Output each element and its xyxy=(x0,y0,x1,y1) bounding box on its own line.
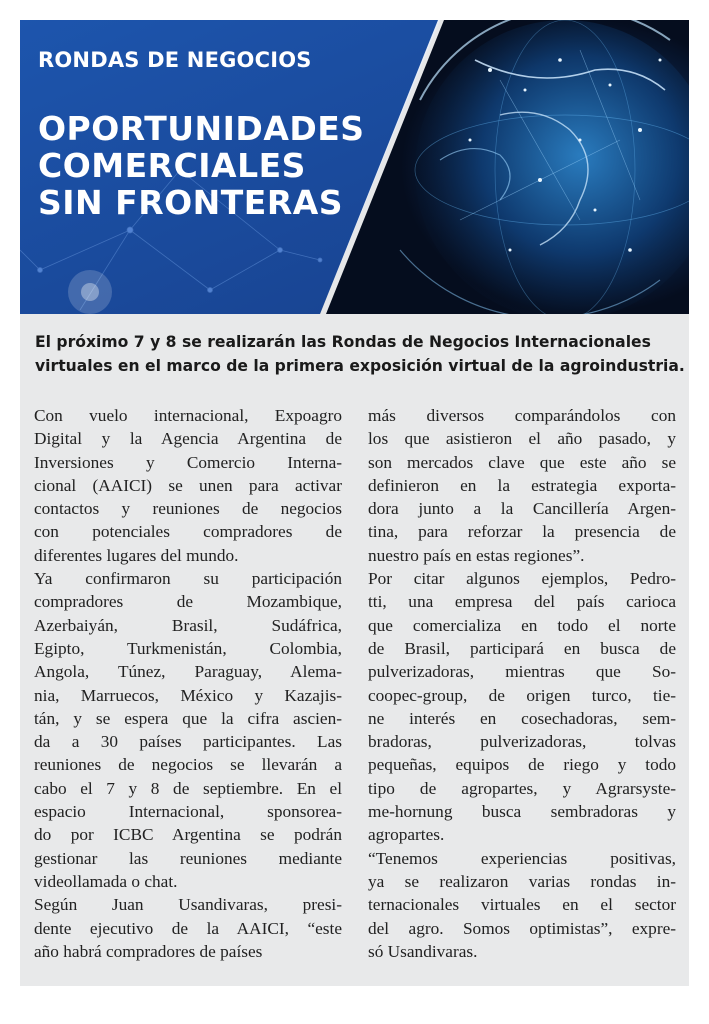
lead-line: El próximo 7 y 8 se realizarán las Rondas de Negocios Internacionales xyxy=(35,333,651,351)
body-text-line: só Usandivaras. xyxy=(368,941,478,961)
body-text-line: Según Juan Usandivaras, presi- xyxy=(34,895,342,915)
body-text-line: tipo de agropartes, y Agrarsyste- xyxy=(368,778,676,798)
body-text-line: tti, una empresa del país carioca xyxy=(368,592,676,612)
right-column-text xyxy=(368,404,676,963)
body-text-line: Angola, Túnez, Paraguay, Alema- xyxy=(34,662,342,682)
body-text-line: definieron en la estrategia exporta- xyxy=(368,475,676,495)
body-text-line: compradores de Mozambique, xyxy=(34,592,342,612)
body-text-line: Inversiones y Comercio Interna- xyxy=(34,452,342,472)
body-text-line: da a 30 países participantes. Las xyxy=(34,732,342,752)
section-kicker: RONDAS DE NEGOCIOS xyxy=(38,48,312,72)
body-text-line: más diversos comparándolos con xyxy=(368,406,676,425)
body-text-line: los que asistieron el año pasado, y xyxy=(368,429,676,449)
body-text-line: cabo el 7 y 8 de septiembre. En el xyxy=(34,778,342,798)
body-text-line: ya se realizaron varias rondas in- xyxy=(368,871,676,891)
body-text-line: Azerbaiyán, Brasil, Sudáfrica, xyxy=(34,615,342,635)
body-text-line: videollamada o chat. xyxy=(34,871,178,891)
lead-paragraph xyxy=(35,330,685,378)
body-text-line: Ya confirmaron su participación xyxy=(34,569,342,589)
headline xyxy=(38,110,365,221)
body-text-line: “Tenemos experiencias positivas, xyxy=(368,848,676,868)
body-text-line: tina, para reforzar la presencia de xyxy=(368,522,676,542)
article-page xyxy=(20,20,689,986)
body-text-line: ne interés en cosechadoras, sem- xyxy=(368,708,676,728)
body-text-line: son mercados clave que este año se xyxy=(368,452,676,472)
body-text-line: reuniones de negocios se llevarán a xyxy=(34,755,342,775)
body-text-line: de Brasil, participará en busca de xyxy=(368,638,676,658)
body-text-line: nia, Marruecos, México y Kazajis- xyxy=(34,685,342,705)
body-text-line: Por citar algunos ejemplos, Pedro- xyxy=(368,569,676,589)
body-text-line: bradoras, pulverizadoras, tolvas xyxy=(368,732,676,752)
body-text-line: Digital y la Agencia Argentina de xyxy=(34,429,342,449)
headline-line: OPORTUNIDADES xyxy=(38,109,365,148)
headline-line: SIN FRONTERAS xyxy=(38,183,344,222)
body-text-line: gestionar las reuniones mediante xyxy=(34,848,342,868)
body-text-line: diferentes lugares del mundo. xyxy=(34,545,239,565)
body-text-line: coopec-group, de origen turco, tie- xyxy=(368,685,676,705)
body-text-line: espacio Internacional, sponsorea- xyxy=(34,802,342,822)
body-text-line: me-hornung busca sembradoras y xyxy=(368,802,676,822)
body-text-line: nuestro país en estas regiones”. xyxy=(368,545,585,565)
body-text-line: contactos y reuniones de negocios xyxy=(34,499,342,519)
body-text-line: que comercializa en todo el norte xyxy=(368,615,676,635)
body-text-line: cional (AAICI) se unen para activar xyxy=(34,475,342,495)
body-text-line: agropartes. xyxy=(368,825,445,845)
body-text-line: Egipto, Turkmenistán, Colombia, xyxy=(34,638,342,658)
body-text-line: tán, y se espera que la cifra ascien- xyxy=(34,708,342,728)
body-text-line: Con vuelo internacional, Expoagro xyxy=(34,406,342,425)
body-text-line: año habrá compradores de países xyxy=(34,941,263,961)
body-text-line: pequeñas, equipos de riego y todo xyxy=(368,755,676,775)
left-column-text xyxy=(34,404,342,963)
body-text-line: ternacionales virtuales en el sector xyxy=(368,895,676,915)
body-text-line: dora junto a la Cancillería Argen- xyxy=(368,499,676,519)
body-text-line: dente ejecutivo de la AAICI, “este xyxy=(34,918,342,938)
body-text-line: con potenciales compradores de xyxy=(34,522,342,542)
lead-line: virtuales en el marco de la primera exposición virtual de la agroindustria. xyxy=(35,357,685,375)
body-text-line: do por ICBC Argentina se podrán xyxy=(34,825,342,845)
body-text-line: del agro. Somos optimistas”, expre- xyxy=(368,918,676,938)
body-text-line: pulverizadoras, mientras que So- xyxy=(368,662,676,682)
hero-banner xyxy=(20,20,689,314)
headline-line: COMERCIALES xyxy=(38,146,306,185)
